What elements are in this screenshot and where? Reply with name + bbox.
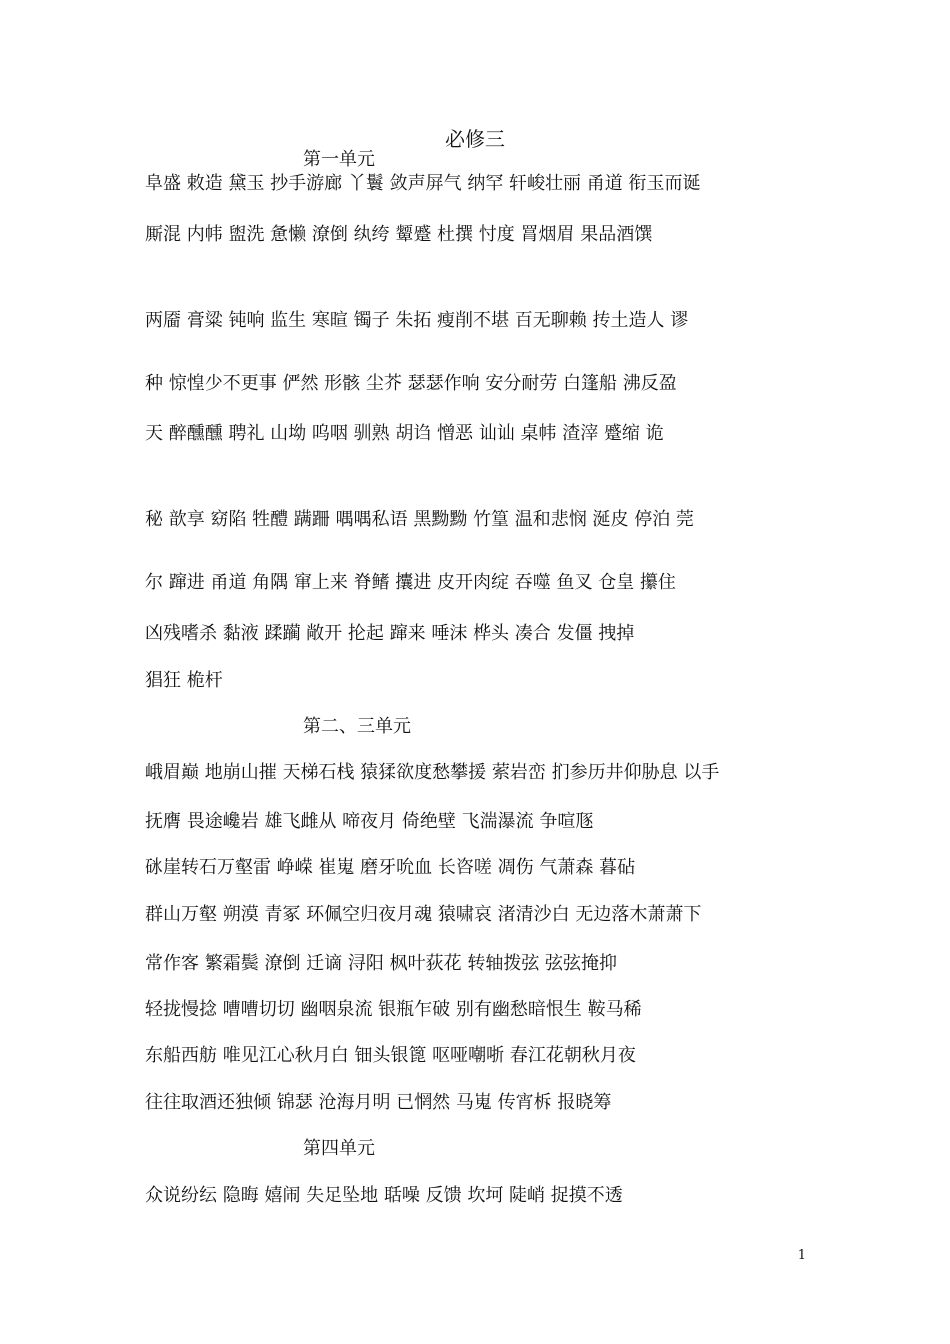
vocab-line: 凶残嗜杀 黏液 蹂躏 敞开 抡起 蹿来 唾沫 桦头 凑合 发僵 拽掉 xyxy=(145,623,635,644)
vocab-line: 两靥 膏粱 钝响 监生 寒暄 镯子 朱拓 瘦削不堪 百无聊赖 抟土造人 谬 xyxy=(145,310,689,331)
vocab-line: 轻拢慢捻 嘈嘈切切 幽咽泉流 银瓶乍破 别有幽愁暗恨生 鞍马稀 xyxy=(145,999,642,1020)
vocab-line: 猖狂 桅杆 xyxy=(145,670,223,691)
vocab-line: 天 醉醺醺 聘礼 山坳 呜咽 驯熟 胡诌 憎恶 讪讪 桌帏 渣滓 蹙缩 诡 xyxy=(145,423,664,444)
section-heading-unit-4: 第四单元 xyxy=(303,1138,375,1159)
vocab-line: 众说纷纭 隐晦 嬉闹 失足坠地 聒噪 反馈 坎坷 陡峭 捉摸不透 xyxy=(145,1185,623,1206)
vocab-line: 尔 蹿进 甬道 角隅 窜上来 脊鳍 攮进 皮开肉绽 吞噬 鱼叉 仓皇 攥住 xyxy=(145,572,676,593)
vocab-line: 种 惊惶少不更事 俨然 形骸 尘芥 瑟瑟作响 安分耐劳 白篷船 沸反盈 xyxy=(145,373,677,394)
vocab-line: 抚膺 畏途巉岩 雄飞雌从 啼夜月 倚绝壁 飞湍瀑流 争喧豗 xyxy=(145,811,594,832)
section-heading-unit-1: 第一单元 xyxy=(303,149,375,170)
vocab-line: 峨眉巅 地崩山摧 天梯石栈 猿猱欲度愁攀援 萦岩峦 扪参历井仰胁息 以手 xyxy=(145,762,720,783)
vocab-line: 阜盛 敕造 黛玉 抄手游廊 丫鬟 敛声屏气 纳罕 轩峻壮丽 甬道 衔玉而诞 xyxy=(145,173,701,194)
vocab-line: 秘 歆享 窈陷 牲醴 蹒跚 喁喁私语 黑黝黝 竹篁 温和悲悯 涎皮 停泊 莞 xyxy=(145,509,694,530)
section-heading-unit-2-3: 第二、三单元 xyxy=(303,716,411,737)
vocab-line: 厮混 内帏 盥洗 惫懒 潦倒 纨绔 颦蹙 杜撰 忖度 罥烟眉 果品酒馔 xyxy=(145,224,653,245)
page-number: 1 xyxy=(797,1248,806,1263)
vocab-line: 往往取酒还独倾 锦瑟 沧海月明 已惘然 马嵬 传宵柝 报晓筹 xyxy=(145,1092,612,1113)
vocab-line: 群山万壑 朔漠 青冢 环佩空归夜月魂 猿啸哀 渚清沙白 无边落木萧萧下 xyxy=(145,904,702,925)
vocab-line: 常作客 繁霜鬓 潦倒 迁谪 浔阳 枫叶荻花 转轴拨弦 弦弦掩抑 xyxy=(145,953,618,974)
vocab-line: 东船西舫 唯见江心秋月白 钿头银篦 呕哑嘲哳 春江花朝秋月夜 xyxy=(145,1045,636,1066)
vocab-line: 砯崖转石万壑雷 峥嵘 崔嵬 磨牙吮血 长咨嗟 凋伤 气萧森 暮砧 xyxy=(145,857,636,878)
page-title: 必修三 xyxy=(445,127,505,151)
